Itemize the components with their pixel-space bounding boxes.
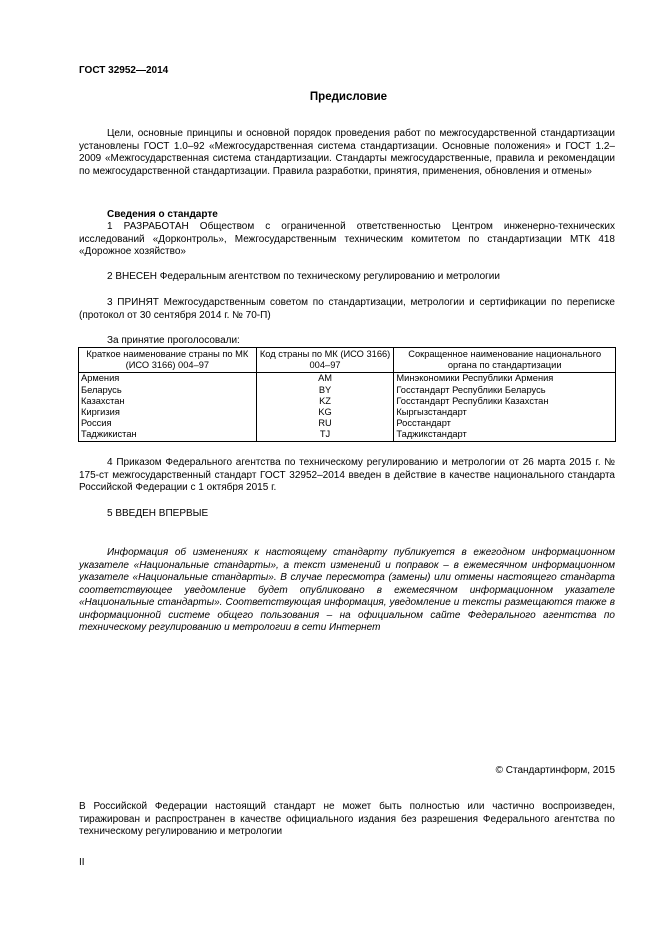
reproduction-note-text: В Российской Федерации настоящий стандарт не может быть полностью или частично воспроизведен, тиражирован и распространен в качестве официального издания без разрешения Федерального агентства по техническому регулированию и метрологии (79, 801, 615, 837)
page-title-text: Предисловие (309, 91, 388, 103)
document-header: ГОСТ 32952—2014 (79, 65, 169, 76)
table-row (79, 396, 616, 407)
country-name: Беларусь (79, 385, 257, 396)
standards-body: Минэкономики Республики Армения (394, 373, 616, 385)
item-3-text: 3 ПРИНЯТ Межгосударственным советом по стандартизации, метрологии и сертификации по переписке (протокол от 30 сентября 2014 г. № 70-П) (79, 297, 615, 321)
standards-body: Госстандарт Республики Казахстан (394, 396, 616, 407)
country-code: AM (256, 373, 394, 385)
table-row (79, 407, 616, 418)
country-name: Россия (79, 418, 257, 429)
countries-table (78, 347, 616, 442)
item-1-text: 1 РАЗРАБОТАН Обществом с ограниченной ответственностью Центром инженерно-технических исследований «Дорконтроль», Межгосударственным техническим комитетом по стандартизации МТК 418 «Дорожное хозяйство» (79, 221, 615, 257)
country-name: Казахстан (79, 396, 257, 407)
page-number: II (79, 857, 85, 868)
item-5 (79, 508, 615, 521)
table-row (79, 429, 616, 441)
item-4-text: 4 Приказом Федерального агентства по техническому регулированию и метрологии от 26 марта 2015 г. № 175-ст межгосударственный стандарт ГОСТ 32952–2014 введен в действие в качестве национального стандарта Российской Федерации с 1 октября 2015 г. (79, 457, 615, 493)
header-code: Код страны по МК (ИСО 3166) 004–97 (256, 348, 394, 373)
copyright: © Стандартинформ, 2015 (495, 765, 615, 776)
item-1 (79, 221, 615, 259)
info-note (79, 547, 615, 635)
table-row (79, 385, 616, 396)
intro-paragraph (79, 128, 615, 178)
intro-text: Цели, основные принципы и основной порядок проведения работ по межгосударственной стандартизации установлены ГОСТ 1.0–92 «Межгосударственная система стандартизации. Основные положения» и ГОСТ 1.2–2009 «Межгосударственная система стандартизации. Стандарты межгосударственные, правила и рекомендации по межгосударственной стандартизации. Правила разработки, принятия, применения, обновления и отмены» (79, 128, 615, 177)
country-code: RU (256, 418, 394, 429)
reproduction-note (79, 801, 615, 839)
item-5-text: 5 ВВЕДЕН ВПЕРВЫЕ (107, 508, 209, 519)
table-row (79, 373, 616, 385)
standards-body: Кыргызстандарт (394, 407, 616, 418)
country-code: TJ (256, 429, 394, 441)
country-code: BY (256, 385, 394, 396)
country-name: Таджикистан (79, 429, 257, 441)
table-row (79, 418, 616, 429)
country-code: KG (256, 407, 394, 418)
item-2-text: 2 ВНЕСЕН Федеральным агентством по техническому регулированию и метрологии (107, 271, 500, 282)
header-body: Сокращенное наименование национального органа по стандартизации (394, 348, 616, 373)
header-country: Краткое наименование страны по МК (ИСО 3166) 004–97 (79, 348, 257, 373)
table-header-row (79, 348, 616, 373)
standards-body: Госстандарт Республики Беларусь (394, 385, 616, 396)
about-heading: Сведения о стандарте (107, 209, 218, 220)
page-title (0, 91, 661, 104)
standards-body: Таджикстандарт (394, 429, 616, 441)
country-code: KZ (256, 396, 394, 407)
item-2 (79, 271, 615, 284)
item-4 (79, 457, 615, 495)
country-name: Армения (79, 373, 257, 385)
country-name: Киргизия (79, 407, 257, 418)
info-note-text: Информация об изменениях к настоящему стандарту публикуется в ежегодном информационном указателе «Национальные стандарты», а текст изменений и поправок – в ежемесячном информационном указателе «Национальные стандарты». В случае пересмотра (замены) или отмены настоящего стандарта соответствующее уведомление будет опубликовано в ежемесячном информационном указателе «Национальные стандарты». Соответствующая информация, уведомление и тексты размещаются также в информационной системе общего пользования – на официальном сайте Федерального агентства по техническому регулированию и метрологии в сети Интернет (79, 547, 615, 633)
voted-label: За принятие проголосовали: (107, 335, 240, 346)
item-3 (79, 297, 615, 322)
standards-body: Росстандарт (394, 418, 616, 429)
